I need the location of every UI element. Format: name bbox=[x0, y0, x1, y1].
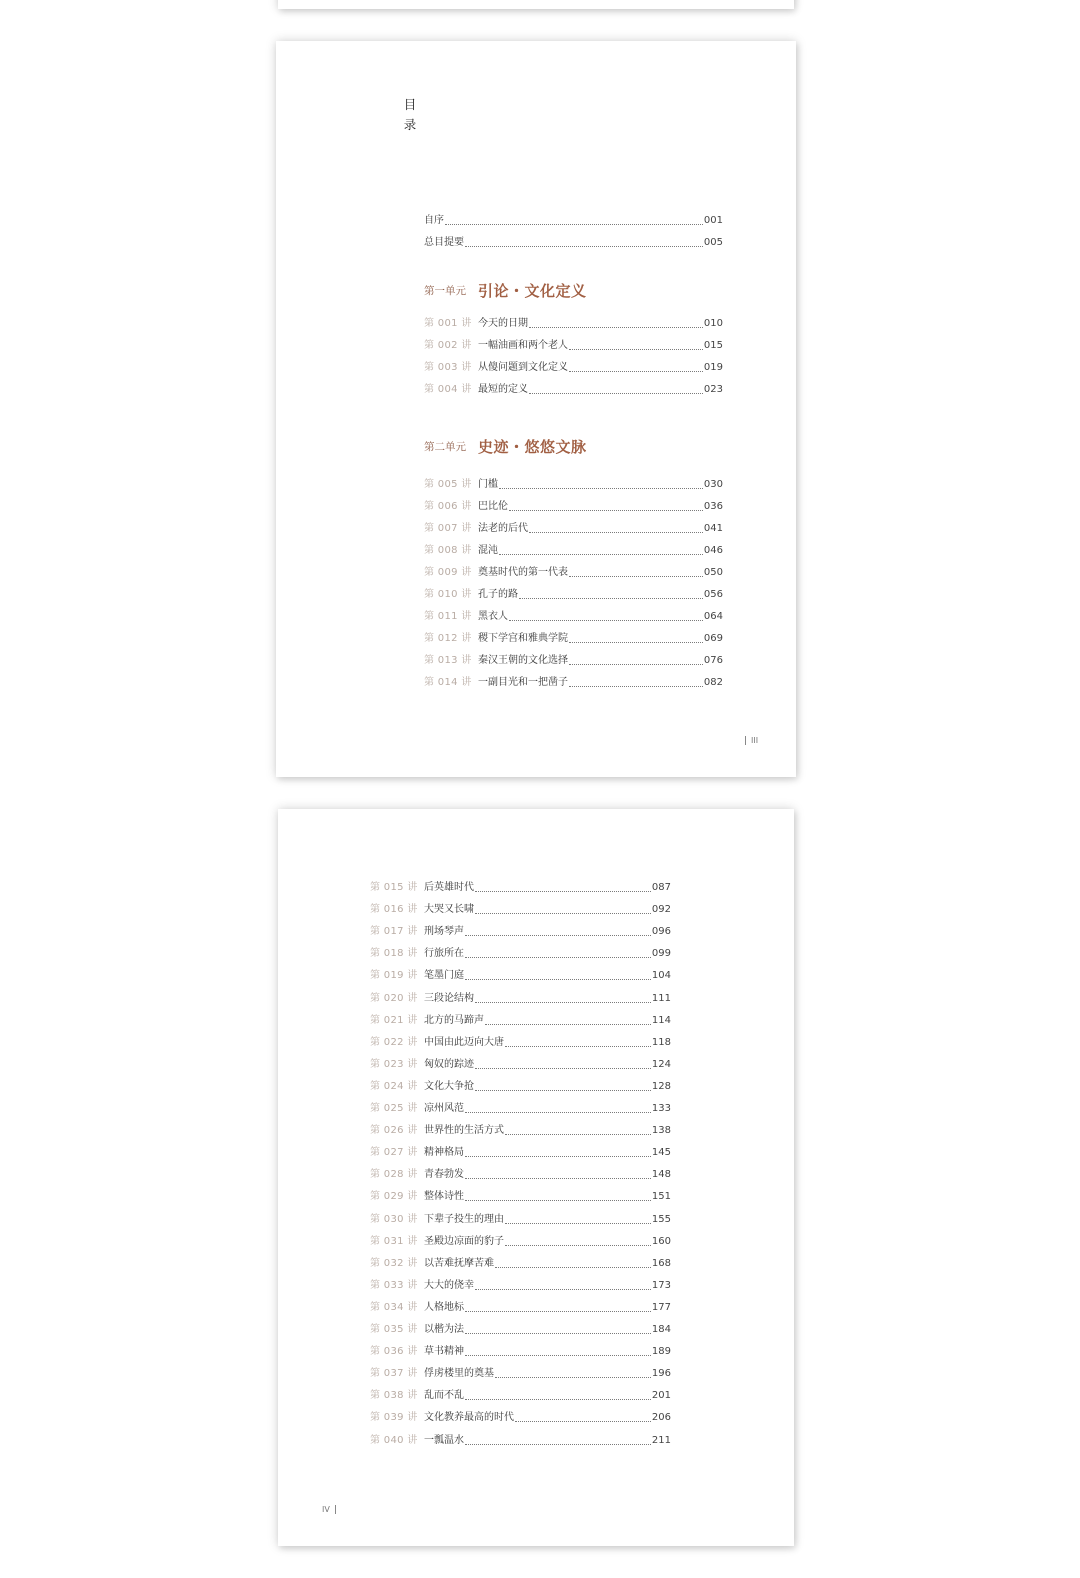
lecture-number: 第 007 讲 bbox=[424, 522, 472, 534]
lecture-number: 第 023 讲 bbox=[370, 1058, 418, 1070]
lecture-number: 第 012 讲 bbox=[424, 632, 472, 644]
entry-page-number: 019 bbox=[703, 362, 723, 373]
toc-entry[interactable] bbox=[370, 1144, 671, 1160]
entry-page-number: 211 bbox=[651, 1434, 671, 1446]
entry-page-number: 001 bbox=[703, 215, 723, 226]
toc-entry[interactable] bbox=[424, 652, 723, 668]
entry-page-number: 092 bbox=[651, 904, 671, 916]
dot-leader bbox=[475, 913, 651, 914]
entry-page-number: 114 bbox=[651, 1014, 671, 1026]
entry-title: 奠基时代的第一代表 bbox=[478, 566, 568, 578]
dot-leader bbox=[569, 686, 703, 687]
dot-leader bbox=[515, 1421, 651, 1422]
toc-entry[interactable] bbox=[370, 1211, 671, 1227]
entry-page-number: 124 bbox=[651, 1058, 671, 1070]
dot-leader bbox=[475, 1068, 651, 1069]
entry-title: 人格地标 bbox=[424, 1301, 464, 1313]
lecture-number: 第 002 讲 bbox=[424, 340, 472, 351]
lecture-number: 第 021 讲 bbox=[370, 1014, 418, 1026]
dot-leader bbox=[529, 532, 703, 533]
toc-entry[interactable] bbox=[370, 1056, 671, 1072]
entry-title: 青春勃发 bbox=[424, 1169, 464, 1181]
toc-entry[interactable] bbox=[370, 901, 671, 917]
dot-leader bbox=[505, 1046, 651, 1047]
entry-page-number: 015 bbox=[703, 340, 723, 351]
entry-page-number: 206 bbox=[651, 1412, 671, 1424]
toc-entry[interactable] bbox=[370, 1233, 671, 1249]
toc-entry[interactable] bbox=[424, 234, 723, 250]
unit-label: 第一单元 bbox=[424, 284, 466, 297]
entry-title: 大大的侥幸 bbox=[424, 1279, 474, 1291]
dot-leader bbox=[569, 371, 703, 372]
dot-leader bbox=[569, 664, 703, 665]
entry-title: 笔墨门庭 bbox=[424, 970, 464, 982]
entry-title: 门槛 bbox=[478, 479, 498, 490]
entry-page-number: 064 bbox=[703, 610, 723, 622]
dot-leader bbox=[509, 510, 703, 511]
lecture-number: 第 001 讲 bbox=[424, 318, 472, 329]
dot-leader bbox=[445, 224, 703, 225]
entry-title: 今天的日期 bbox=[478, 318, 528, 329]
entry-title: 中国由此迈向大唐 bbox=[424, 1036, 504, 1048]
toc-entry[interactable] bbox=[424, 674, 723, 690]
entry-title: 世界性的生活方式 bbox=[424, 1125, 504, 1137]
lecture-number: 第 030 讲 bbox=[370, 1213, 418, 1225]
dot-leader bbox=[465, 1156, 651, 1157]
lecture-number: 第 019 讲 bbox=[370, 970, 418, 982]
entry-title: 以苦难抚摩苦难 bbox=[424, 1257, 494, 1269]
toc-entry[interactable] bbox=[424, 337, 723, 353]
dot-leader bbox=[505, 1245, 651, 1246]
entry-title: 草书精神 bbox=[424, 1346, 464, 1358]
entry-page-number: 145 bbox=[651, 1147, 671, 1159]
entry-title: 后英雄时代 bbox=[424, 882, 474, 893]
entry-title: 混沌 bbox=[478, 544, 498, 556]
toc-entry[interactable] bbox=[370, 1365, 671, 1381]
lecture-number: 第 027 讲 bbox=[370, 1147, 418, 1159]
dot-leader bbox=[569, 576, 703, 577]
entry-title: 乱而不乱 bbox=[424, 1390, 464, 1402]
entry-title: 稷下学宫和雅典学院 bbox=[478, 632, 568, 644]
dot-leader bbox=[465, 1444, 651, 1445]
toc-entry[interactable] bbox=[370, 1277, 671, 1293]
toc-entry[interactable] bbox=[370, 1387, 671, 1403]
entry-page-number: 177 bbox=[651, 1301, 671, 1313]
entry-page-number: 201 bbox=[651, 1390, 671, 1402]
lecture-number: 第 040 讲 bbox=[370, 1434, 418, 1446]
previous-page-edge bbox=[278, 0, 794, 9]
lecture-number: 第 036 讲 bbox=[370, 1346, 418, 1358]
entry-title: 自序 bbox=[424, 215, 444, 226]
lecture-number: 第 010 讲 bbox=[424, 588, 472, 600]
lecture-number: 第 034 讲 bbox=[370, 1301, 418, 1313]
toc-entry[interactable] bbox=[424, 608, 723, 624]
dot-leader bbox=[485, 1024, 651, 1025]
dot-leader bbox=[465, 1178, 651, 1179]
dot-leader bbox=[465, 957, 651, 958]
lecture-number: 第 033 讲 bbox=[370, 1279, 418, 1291]
entry-title: 一幅油画和两个老人 bbox=[478, 340, 568, 351]
entry-title: 精神格局 bbox=[424, 1147, 464, 1159]
entry-page-number: 023 bbox=[703, 384, 723, 395]
toc-page-2 bbox=[278, 809, 794, 1546]
entry-page-number: 148 bbox=[651, 1169, 671, 1181]
entry-page-number: 138 bbox=[651, 1125, 671, 1137]
entry-title: 北方的马蹄声 bbox=[424, 1014, 484, 1026]
lecture-number: 第 006 讲 bbox=[424, 500, 472, 512]
entry-page-number: 096 bbox=[651, 926, 671, 938]
dot-leader bbox=[475, 1002, 651, 1003]
dot-leader bbox=[465, 1311, 651, 1312]
toc-heading-char: 录 bbox=[403, 117, 417, 132]
toc-entry[interactable] bbox=[370, 1255, 671, 1271]
page-number-footer bbox=[740, 736, 758, 745]
toc-entry[interactable] bbox=[370, 1100, 671, 1116]
dot-leader bbox=[499, 554, 703, 555]
entry-page-number: 082 bbox=[703, 676, 723, 688]
toc-entry[interactable] bbox=[370, 1409, 671, 1425]
toc-page-1 bbox=[276, 41, 796, 777]
dot-leader bbox=[475, 1289, 651, 1290]
toc-entry[interactable] bbox=[424, 476, 723, 492]
entry-page-number: 036 bbox=[703, 500, 723, 512]
lecture-number: 第 009 讲 bbox=[424, 566, 472, 578]
toc-entry[interactable] bbox=[424, 542, 723, 558]
toc-entry[interactable] bbox=[370, 879, 671, 895]
dot-leader bbox=[519, 598, 703, 599]
toc-entry[interactable] bbox=[370, 1321, 671, 1337]
unit-heading bbox=[424, 279, 587, 301]
entry-page-number: 128 bbox=[651, 1080, 671, 1092]
toc-entry[interactable] bbox=[424, 520, 723, 536]
toc-entry[interactable] bbox=[424, 212, 723, 228]
lecture-number: 第 031 讲 bbox=[370, 1235, 418, 1247]
entry-title: 法老的后代 bbox=[478, 522, 528, 534]
toc-entry[interactable] bbox=[370, 1188, 671, 1204]
entry-page-number: 050 bbox=[703, 566, 723, 578]
entry-page-number: 056 bbox=[703, 588, 723, 600]
dot-leader bbox=[495, 1267, 651, 1268]
dot-leader bbox=[569, 642, 703, 643]
dot-leader bbox=[465, 979, 651, 980]
toc-entry[interactable] bbox=[424, 315, 723, 331]
dot-leader bbox=[465, 1112, 651, 1113]
lecture-number: 第 029 讲 bbox=[370, 1191, 418, 1203]
unit-label: 第二单元 bbox=[424, 440, 466, 453]
lecture-number: 第 022 讲 bbox=[370, 1036, 418, 1048]
page-number-footer bbox=[322, 1505, 341, 1514]
dot-leader bbox=[465, 935, 651, 936]
dot-leader bbox=[505, 1223, 651, 1224]
toc-entry[interactable] bbox=[370, 1343, 671, 1359]
toc-entry[interactable] bbox=[424, 381, 723, 397]
entry-title: 从傻问题到文化定义 bbox=[478, 362, 568, 373]
toc-entry[interactable] bbox=[370, 1299, 671, 1315]
entry-page-number: 030 bbox=[703, 479, 723, 490]
toc-entry[interactable] bbox=[424, 498, 723, 514]
toc-entry[interactable] bbox=[370, 1034, 671, 1050]
lecture-number: 第 026 讲 bbox=[370, 1125, 418, 1137]
dot-leader bbox=[465, 1333, 651, 1334]
toc-entry[interactable] bbox=[424, 564, 723, 580]
lecture-number: 第 016 讲 bbox=[370, 904, 418, 916]
toc-entry[interactable] bbox=[370, 945, 671, 961]
entry-title: 巴比伦 bbox=[478, 500, 508, 512]
dot-leader bbox=[499, 488, 703, 489]
entry-title: 以楷为法 bbox=[424, 1324, 464, 1335]
entry-page-number: 168 bbox=[651, 1257, 671, 1269]
dot-leader bbox=[495, 1377, 651, 1378]
page-number: III bbox=[751, 736, 759, 745]
entry-title: 孔子的路 bbox=[478, 588, 518, 600]
dot-leader bbox=[465, 1355, 651, 1356]
entry-page-number: 173 bbox=[651, 1279, 671, 1291]
entry-page-number: 184 bbox=[651, 1324, 671, 1335]
entry-page-number: 151 bbox=[651, 1191, 671, 1203]
lecture-number: 第 013 讲 bbox=[424, 654, 472, 666]
toc-entry[interactable] bbox=[424, 630, 723, 646]
entry-title: 刑场琴声 bbox=[424, 926, 464, 938]
entry-page-number: 076 bbox=[703, 654, 723, 666]
entry-page-number: 087 bbox=[651, 882, 671, 893]
entry-page-number: 046 bbox=[703, 544, 723, 556]
lecture-number: 第 014 讲 bbox=[424, 676, 472, 688]
dot-leader bbox=[475, 1090, 651, 1091]
dot-leader bbox=[465, 246, 703, 247]
entry-page-number: 005 bbox=[703, 237, 723, 248]
toc-entry[interactable] bbox=[370, 1432, 671, 1448]
lecture-number: 第 037 讲 bbox=[370, 1368, 418, 1380]
dot-leader bbox=[505, 1134, 651, 1135]
toc-heading-char: 目 bbox=[403, 97, 417, 112]
lecture-number: 第 004 讲 bbox=[424, 384, 472, 395]
entry-page-number: 041 bbox=[703, 522, 723, 534]
entry-title: 秦汉王朝的文化选择 bbox=[478, 654, 568, 666]
entry-title: 下辈子投生的理由 bbox=[424, 1213, 504, 1225]
dot-leader bbox=[569, 349, 703, 350]
lecture-number: 第 035 讲 bbox=[370, 1324, 418, 1335]
entry-page-number: 069 bbox=[703, 632, 723, 644]
entry-page-number: 099 bbox=[651, 948, 671, 960]
page-number: IV bbox=[322, 1505, 330, 1514]
dot-leader bbox=[509, 620, 703, 621]
entry-title: 一副目光和一把凿子 bbox=[478, 676, 568, 688]
entry-page-number: 189 bbox=[651, 1346, 671, 1358]
toc-entry[interactable] bbox=[370, 1166, 671, 1182]
entry-page-number: 160 bbox=[651, 1235, 671, 1247]
lecture-number: 第 020 讲 bbox=[370, 992, 418, 1004]
toc-entry[interactable] bbox=[370, 967, 671, 983]
dot-leader bbox=[529, 393, 703, 394]
entry-title: 整体诗性 bbox=[424, 1191, 464, 1203]
dot-leader bbox=[529, 327, 703, 328]
lecture-number: 第 024 讲 bbox=[370, 1080, 418, 1092]
toc-heading bbox=[402, 95, 418, 135]
toc-entry[interactable] bbox=[370, 990, 671, 1006]
entry-page-number: 010 bbox=[703, 318, 723, 329]
entry-page-number: 155 bbox=[651, 1213, 671, 1225]
toc-entry[interactable] bbox=[424, 359, 723, 375]
unit-title: 引论・文化定义 bbox=[478, 281, 587, 300]
entry-title: 凉州风范 bbox=[424, 1103, 464, 1114]
unit-heading bbox=[424, 435, 587, 457]
lecture-number: 第 018 讲 bbox=[370, 948, 418, 960]
lecture-number: 第 015 讲 bbox=[370, 882, 418, 893]
entry-page-number: 118 bbox=[651, 1036, 671, 1048]
entry-title: 大哭又长啸 bbox=[424, 904, 474, 916]
toc-entry[interactable] bbox=[370, 1078, 671, 1094]
unit-title: 史迹・悠悠文脉 bbox=[478, 437, 587, 456]
entry-title: 三段论结构 bbox=[424, 992, 474, 1004]
entry-page-number: 196 bbox=[651, 1368, 671, 1380]
entry-page-number: 133 bbox=[651, 1103, 671, 1114]
toc-entry[interactable] bbox=[424, 586, 723, 602]
lecture-number: 第 017 讲 bbox=[370, 926, 418, 938]
entry-title: 匈奴的踪迹 bbox=[424, 1058, 474, 1070]
lecture-number: 第 005 讲 bbox=[424, 479, 472, 490]
entry-title: 俘虏楼里的奠基 bbox=[424, 1368, 494, 1380]
entry-title: 总目提要 bbox=[424, 237, 464, 248]
lecture-number: 第 003 讲 bbox=[424, 362, 472, 373]
lecture-number: 第 025 讲 bbox=[370, 1103, 418, 1114]
lecture-number: 第 008 讲 bbox=[424, 544, 472, 556]
toc-entry[interactable] bbox=[370, 1122, 671, 1138]
toc-entry[interactable] bbox=[370, 923, 671, 939]
entry-title: 最短的定义 bbox=[478, 384, 528, 395]
dot-leader bbox=[475, 891, 651, 892]
entry-title: 一瓢温水 bbox=[424, 1434, 464, 1446]
entry-page-number: 111 bbox=[651, 992, 671, 1004]
entry-title: 文化教养最高的时代 bbox=[424, 1412, 514, 1424]
entry-title: 圣殿边凉面的豹子 bbox=[424, 1235, 504, 1247]
entry-page-number: 104 bbox=[651, 970, 671, 982]
toc-entry[interactable] bbox=[370, 1012, 671, 1028]
lecture-number: 第 039 讲 bbox=[370, 1412, 418, 1424]
entry-title: 文化大争抢 bbox=[424, 1080, 474, 1092]
lecture-number: 第 028 讲 bbox=[370, 1169, 418, 1181]
entry-title: 黑衣人 bbox=[478, 610, 508, 622]
lecture-number: 第 038 讲 bbox=[370, 1390, 418, 1402]
lecture-number: 第 032 讲 bbox=[370, 1257, 418, 1269]
lecture-number: 第 011 讲 bbox=[424, 610, 472, 622]
entry-title: 行旅所在 bbox=[424, 948, 464, 960]
dot-leader bbox=[465, 1399, 651, 1400]
dot-leader bbox=[465, 1200, 651, 1201]
